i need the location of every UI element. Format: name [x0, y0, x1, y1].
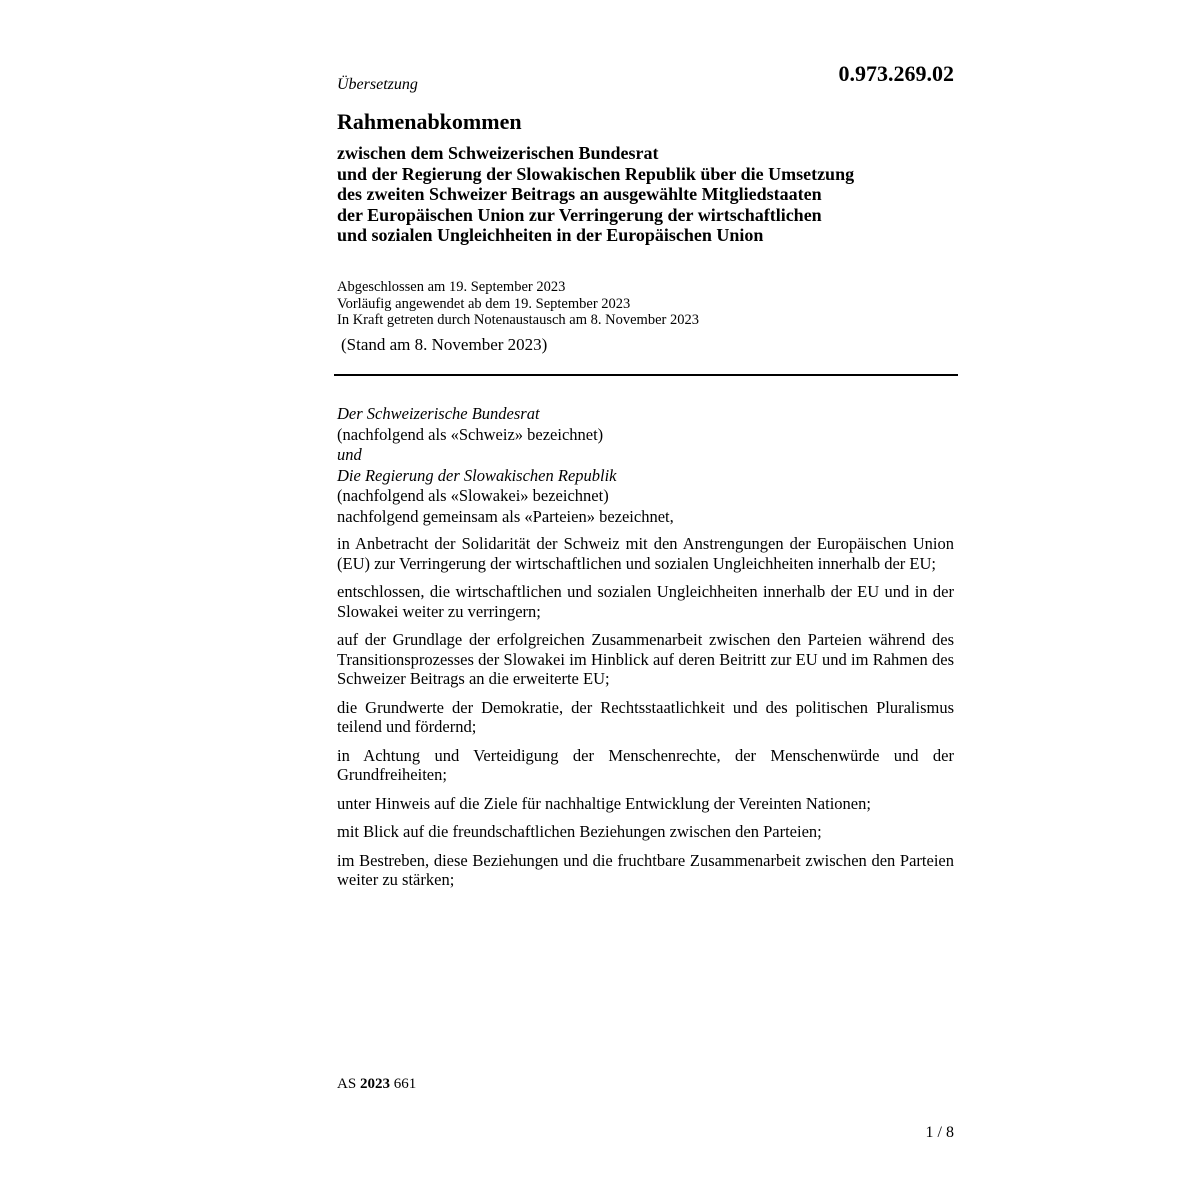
date-provisional: Vorläufig angewendet ab dem 19. September 2023 [337, 295, 631, 312]
parties-joint-note: nachfolgend gemeinsam als «Parteien» bezeichnet, [337, 506, 674, 526]
parties-block [337, 404, 957, 527]
subtitle-line: des zweiten Schweizer Beitrags an ausgewählte Mitgliedstaaten [337, 184, 822, 204]
party-slovakia: Die Regierung der Slowakischen Republik [337, 465, 617, 485]
translation-label: Übersetzung [337, 76, 418, 93]
party-slovakia-note: (nachfolgend als «Slowakei» bezeichnet) [337, 486, 609, 505]
as-page: 661 [393, 1076, 417, 1092]
subtitle-line: der Europäischen Union zur Verringerung der wirtschaftlichen [337, 204, 822, 225]
subtitle-line: zwischen dem Schweizerischen Bundesrat [337, 143, 659, 163]
page-number: 1 / 8 [925, 1124, 954, 1141]
document-title: Rahmenabkommen [337, 109, 522, 134]
status-date: (Stand am 8. November 2023) [341, 335, 548, 354]
preamble-paragraph: in Achtung und Verteidigung der Menschenrechte, der Menschenwürde und der Grundfreiheiten; [337, 745, 954, 784]
preamble [337, 534, 954, 899]
preamble-paragraph: mit Blick auf die freundschaftlichen Beziehungen zwischen den Parteien; [337, 822, 822, 841]
sr-number: 0.973.269.02 [838, 61, 954, 86]
horizontal-rule [334, 374, 958, 376]
as-year: 2023 [359, 1076, 390, 1092]
preamble-paragraph: unter Hinweis auf die Ziele für nachhaltige Entwicklung der Vereinten Nationen; [337, 793, 871, 813]
party-switzerland-note: (nachfolgend als «Schweiz» bezeichnet) [337, 424, 604, 444]
preamble-paragraph: im Bestreben, diese Beziehungen und die fruchtbare Zusammenarbeit zwischen den Parteien weiter zu stärken; [337, 850, 954, 889]
party-conjunction: und [337, 445, 362, 464]
subtitle-line: und sozialen Ungleichheiten in der Europäischen Union [337, 225, 764, 245]
date-block [337, 279, 699, 329]
party-switzerland: Der Schweizerische Bundesrat [337, 404, 540, 423]
document-subtitle [337, 143, 957, 246]
date-in-force: In Kraft getreten durch Notenaustausch am 8. November 2023 [337, 312, 699, 328]
subtitle-line: und der Regierung der Slowakischen Republik über die Umsetzung [337, 163, 855, 184]
official-compilation-reference [337, 1074, 416, 1094]
preamble-paragraph: in Anbetracht der Solidarität der Schweiz mit den Anstrengungen der Europäischen Union (EU) zur Verringerung der wirtschaftlichen und sozialen Ungleichheiten innerhalb der EU; [337, 534, 954, 573]
preamble-paragraph: die Grundwerte der Demokratie, der Rechtsstaatlichkeit und des politischen Pluralismus teilend und fördernd; [337, 697, 954, 736]
preamble-paragraph: auf der Grundlage der erfolgreichen Zusammenarbeit zwischen den Parteien während des Transitionsprozesses der Slowakei im Hinblick auf deren Beitritt zur EU und im Rahmen des Schweizer Beitrags an die erweiterte EU; [337, 630, 954, 688]
preamble-paragraph: entschlossen, die wirtschaftlichen und sozialen Ungleichheiten innerhalb der EU und in der Slowakei weiter zu verringern; [337, 582, 954, 621]
as-prefix: AS [337, 1076, 357, 1092]
date-concluded: Abgeschlossen am 19. September 2023 [337, 279, 566, 295]
